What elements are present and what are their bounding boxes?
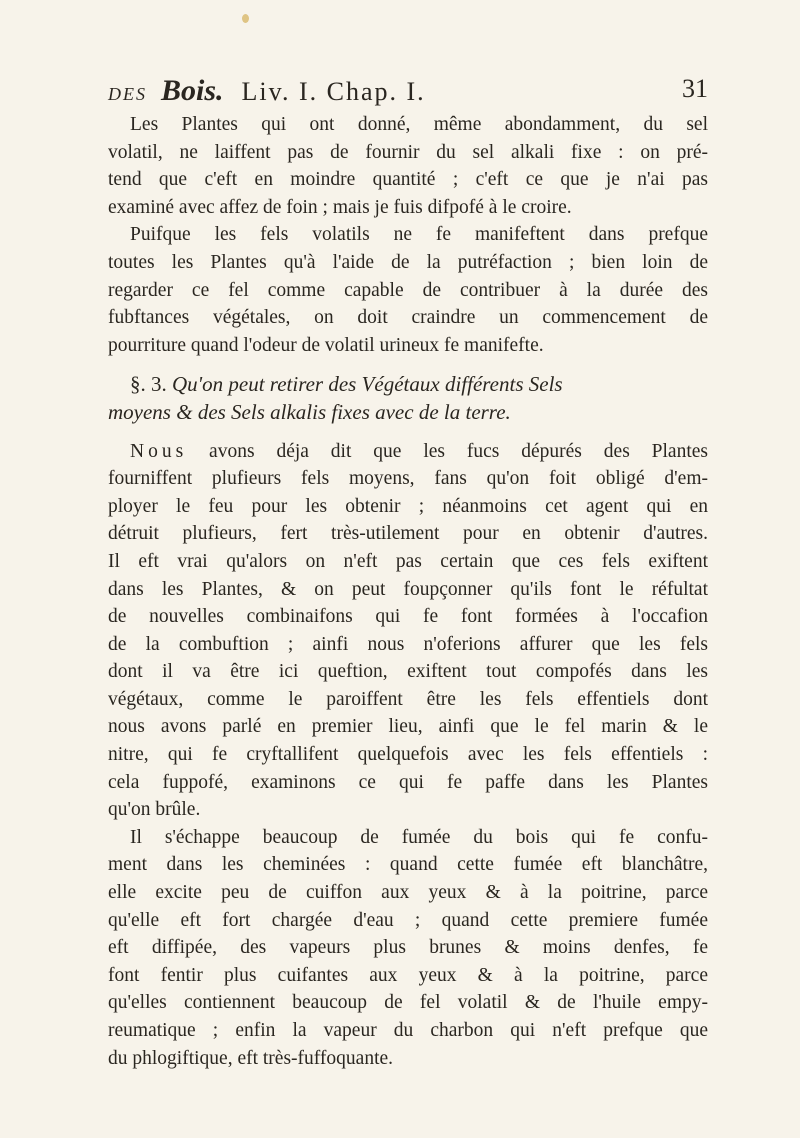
- text-line: ployer le feu pour les obtenir ; néanmoins cet agent qui en: [108, 495, 708, 517]
- text-line: qu'on brûle.: [108, 799, 201, 821]
- text-line: fourniffent plufieurs fels moyens, fans qu'on foit obligé d'em-: [108, 468, 708, 490]
- page-number: 31: [682, 74, 708, 103]
- text-line: pourriture quand l'odeur de volatil urineux fe manifefte.: [108, 334, 544, 356]
- text-line: de la combuftion ; ainfi nous n'oferions affurer que les fels: [108, 633, 708, 655]
- text-span: avons déja dit que les fucs dépurés des Plantes: [187, 440, 708, 462]
- running-title: [108, 74, 426, 108]
- text-line: [108, 438, 708, 466]
- section-title-2: moyens & des Sels alkalis fixes avec de la terre.: [108, 399, 511, 424]
- text-line: ment dans les cheminées : quand cette fumée eft blanchâtre,: [108, 854, 708, 876]
- paragraph-4: [108, 824, 708, 1072]
- text-line: examiné avec affez de foin ; mais je fuis difpofé à le croire.: [108, 196, 572, 218]
- paragraph-1: [108, 111, 708, 221]
- text-line: Il eft vrai qu'alors on n'eft pas certain que ces fels exiftent: [108, 550, 708, 572]
- text-line: du phlogiftique, eft très-fuffoquante.: [108, 1047, 394, 1069]
- ink-speck: [242, 14, 249, 23]
- text-line: végétaux, comme le paroiffent être les fels effentiels dont: [108, 688, 708, 710]
- text-body: [108, 111, 708, 1072]
- text-line: dans les Plantes, & on peut foupçonner qu'ils font le réfultat: [108, 578, 708, 600]
- section-heading-line-2: [108, 399, 708, 427]
- section-heading: [108, 371, 708, 426]
- section-number: §. 3.: [130, 372, 167, 397]
- paragraph-2: [108, 221, 708, 359]
- text-line: regarder ce fel comme capable de contribuer à la durée des: [108, 279, 708, 301]
- text-line: qu'elle eft fort chargée d'eau ; quand cette premiere fumée: [108, 909, 708, 931]
- section-title-1: Qu'on peut retirer des Végétaux différents Sels: [172, 372, 563, 397]
- text-line: cela fuppofé, examinons ce qui fe paffe dans les Plantes: [108, 771, 708, 793]
- text-line: Il s'échappe beaucoup de fumée du bois qui fe confu-: [130, 826, 708, 848]
- text-line: volatil, ne laiffent pas de fournir du sel alkali fixe : on pré-: [108, 141, 708, 163]
- text-line: nous avons parlé en premier lieu, ainfi que le fel marin & le: [108, 716, 708, 738]
- text-line: nitre, qui fe cryftallifent quelquefois avec les fels effentiels :: [108, 744, 708, 766]
- running-header: [108, 74, 708, 110]
- text-line: de nouvelles combinaifons qui fe font formées à l'occafion: [108, 606, 708, 628]
- text-line: Puifque les fels volatils ne fe manifeftent dans prefque: [130, 224, 708, 246]
- text-line: dont il va être ici queftion, exiftent tout compofés dans les: [108, 661, 708, 683]
- text-line: qu'elles contiennent beaucoup de fel volatil & de l'huile empy-: [108, 992, 708, 1014]
- text-line: elle excite peu de cuiffon aux yeux & à la poitrine, parce: [108, 882, 708, 904]
- running-title-bois: Bois.: [161, 74, 224, 107]
- text-line: reumatique ; enfin la vapeur du charbon qui n'eft prefque que: [108, 1020, 708, 1041]
- text-line: détruit plufieurs, fert très-utilement pour en obtenir d'autres.: [108, 523, 708, 545]
- opening-word: Nous: [130, 440, 188, 462]
- section-heading-line-1: [108, 371, 708, 399]
- text-line: font fentir plus cuifantes aux yeux & à la poitrine, parce: [108, 964, 708, 986]
- running-title-des: des: [108, 77, 147, 106]
- paragraph-3: [108, 438, 708, 824]
- text-line: eft diffipée, des vapeurs plus brunes & moins denfes, fe: [108, 937, 708, 959]
- text-line: fubftances végétales, on doit craindre un commencement de: [108, 307, 708, 329]
- text-line: Les Plantes qui ont donné, même abondamment, du sel: [130, 114, 708, 135]
- running-title-chapter: Liv. I. Chap. I.: [241, 77, 426, 106]
- text-line: toutes les Plantes qu'à l'aide de la putréfaction ; bien loin de: [108, 251, 708, 273]
- text-line: tend que c'eft en moindre quantité ; c'eft ce que je n'ai pas: [108, 169, 708, 191]
